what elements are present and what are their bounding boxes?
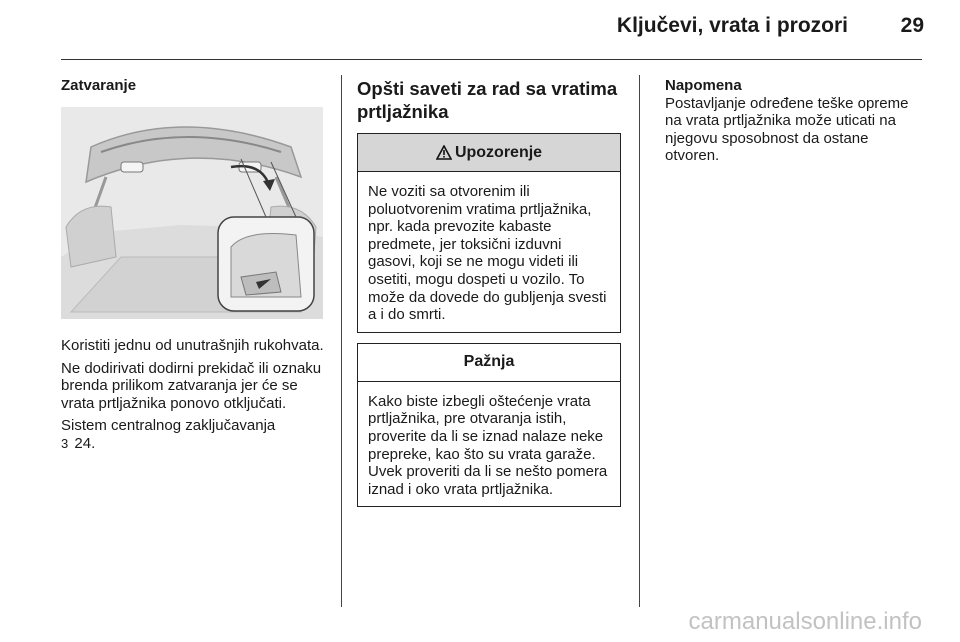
paragraph-touch-switch: Ne dodirivati dodirni prekidač ili oznaku brenda prilikom zatvaranja jer će se vrata prtljažnika ponovo otključati. [61,359,322,412]
page-number: 29 [900,14,924,37]
paragraph-cross-reference [61,417,329,452]
cross-reference-arrow-icon: 3 [61,435,69,451]
warning-box [357,133,621,333]
section-heading-closing: Zatvaranje [61,77,137,94]
column-divider-right [639,75,640,607]
column-3 [665,77,925,165]
cross-reference-page[interactable]: 24. [74,434,96,452]
header-divider [61,59,922,60]
column-divider-left [341,75,342,607]
cross-reference-text: Sistem centralnog zaključavanja [61,417,276,435]
tailgate-illustration [61,107,323,319]
warning-text: Ne voziti sa otvorenim ili poluotvorenim vratima prtljažnika, npr. kada prevozite kabaste predmete, jer toksični izduvni gasovi, koji se ne mogu videti ili osetiti, mogu dospeti u vozilo. To može da dovede do gubljenja svesti a i do smrti. [368,183,607,324]
warning-title: Upozorenje [454,143,543,161]
watermark: carmanualsonline.info [688,608,922,635]
warning-triangle-icon [436,145,452,160]
section-heading-tailgate-tips: Opšti saveti za rad sa vratima prtljažnika [357,78,618,122]
paragraph-use-handle: Koristiti jednu od unutrašnjih rukohvata. [61,337,324,354]
caution-text: Kako biste izbegli oštećenje vrata prtljažnika, pre otvaranja istih, proverite da li se iznad nalaze neke prepreke, kao što su vrata garaže. Uvek proveriti da li se nešto pomera iznad i oko vrata prtljažnika. [368,392,608,498]
column-2 [357,77,621,507]
note-text: Postavljanje određene teške opreme na vrata prtljažnika može uticati na njegovu sposobnost da ostane otvoren. [665,94,909,165]
column-1 [61,77,329,458]
page-header-title: Ključevi, vrata i prozori [616,14,848,37]
caution-title: Pažnja [463,353,515,371]
note-title: Napomena [665,77,742,94]
caution-box [357,343,621,508]
warning-box-header [358,134,620,172]
caution-box-header [358,344,620,382]
